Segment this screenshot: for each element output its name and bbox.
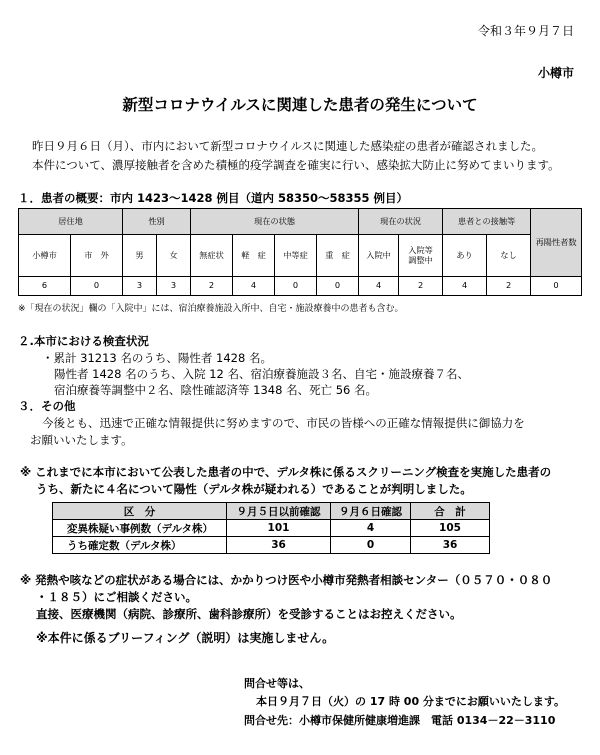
value-yes: 4 (443, 277, 487, 296)
section3-heading: ３．その他 (18, 399, 76, 413)
header-residence: 居住地 (19, 209, 123, 235)
section2-line-3: 宿泊療養等調整中２名、陰性確認済等 1348 名、死亡 56 名。 (54, 383, 378, 397)
sub-adjusting-l2: 調整中 (408, 254, 433, 265)
value-repositive: 0 (531, 277, 582, 296)
section2-line-2: 陽性者 1428 名のうち、入院 12 名、宿泊療養施設３名、自宅・施設療養７名、 (54, 367, 470, 381)
header-contact: 患者との接触等 (443, 209, 531, 235)
value-no: 2 (487, 277, 531, 296)
intro-line-1: 昨日９月６日（月）、市内において新型コロナウイルスに関連した感染症の患者が確認されました。 (32, 139, 544, 153)
delta-note-line-2: うち、新たに４名について陽性（デルタ株が疑われる）であることが判明しました。 (36, 482, 472, 496)
delta-header-category: 区 分 (53, 503, 227, 520)
sub-outside: 市 外 (71, 235, 123, 277)
header-current-status: 現在の状況 (359, 209, 443, 235)
sub-hospitalized: 入院中 (359, 235, 399, 277)
sub-adjusting (399, 235, 443, 277)
header-current-condition: 現在の状態 (191, 209, 359, 235)
contact-line-2: 本日９月７日（火）の 17 時 00 分までにお願いいたします。 (256, 695, 566, 708)
delta-row-label: 変異株疑い事例数（デルタ株） (53, 520, 227, 537)
contact-line-3: 問合せ先：小樽市保健所健康増進課 電話 0134－22－3110 (244, 714, 556, 727)
delta-row-total: 105 (411, 520, 490, 537)
section1-heading: １．患者の概要：市内 1423～1428 例目（道内 58350～58355 例目） (18, 191, 409, 205)
header-sex: 性別 (123, 209, 191, 235)
sub-mild: 軽 症 (233, 235, 275, 277)
sub-adjusting-l1: 入院等 (408, 244, 433, 255)
delta-row-total: 36 (411, 537, 490, 554)
delta-header-total: 合 計 (411, 503, 490, 520)
sub-moderate: 中等症 (275, 235, 317, 277)
sub-yes: あり (443, 235, 487, 277)
value-mild: 4 (233, 277, 275, 296)
symptoms-line-2: ・１８５）にご相談ください。 (36, 590, 197, 604)
sub-asymptomatic: 無症状 (191, 235, 233, 277)
value-otaru: 6 (19, 277, 71, 296)
status-note: ※「現在の状況」欄の「入院中」には、宿泊療養施設入所中、自宅・施設療養中の患者も含む。 (18, 304, 404, 314)
intro-line-2: 本件について、濃厚接触者を含めた積極的疫学調査を確実に行い、感染拡大防止に努めてまいります。 (32, 158, 560, 172)
delta-row-before: 101 (227, 520, 331, 537)
symptoms-line-1: ※ 発熱や咳などの症状がある場合には、かかりつけ医や小樽市発熱者相談センター（０５７０・０８０ (20, 573, 553, 587)
briefing-note: ※本件に係るブリーフィング（説明）は実施しません。 (36, 631, 335, 645)
section2-line-1: ・累計 31213 名のうち、陽性者 1428 名。 (42, 351, 272, 365)
sub-no: なし (487, 235, 531, 277)
delta-header-before: ９月５日以前確認 (227, 503, 331, 520)
value-asymptomatic: 2 (191, 277, 233, 296)
value-hospitalized: 4 (359, 277, 399, 296)
delta-row-sep6: 0 (331, 537, 411, 554)
delta-row-before: 36 (227, 537, 331, 554)
delta-header-sep6: ９月６日確認 (331, 503, 411, 520)
issuer-city: 小樽市 (537, 66, 574, 80)
value-severe: 0 (317, 277, 359, 296)
document-date: 令和３年９月７日 (477, 24, 574, 38)
sub-male: 男 (123, 235, 157, 277)
section3-line-2: お願いいたします。 (30, 433, 133, 447)
patient-summary-table (18, 208, 582, 296)
value-male: 3 (123, 277, 157, 296)
value-female: 3 (157, 277, 191, 296)
symptoms-line-3: 直接、医療機関（病院、診療所、歯科診療所）を受診することはお控えください。 (36, 607, 462, 621)
header-repositive: 再陽性者数 (531, 209, 582, 277)
section3-line-1: 今後とも、迅速で正確な情報提供に努めますので、市民の皆様への正確な情報提供に御協力を (42, 416, 525, 430)
value-adjusting: 2 (399, 277, 443, 296)
page-title: 新型コロナウイルスに関連した患者の発生について (122, 96, 478, 114)
delta-row-label: うち確定数（デルタ株） (53, 537, 227, 554)
delta-note-line-1: ※ これまでに本市において公表した患者の中で、デルタ株に係るスクリーニング検査を実施した患者の (20, 465, 552, 479)
section2-heading: ２.本市における検査状況 (18, 334, 149, 348)
table-row (53, 520, 490, 537)
contact-line-1: 問合せ等は、 (244, 677, 310, 690)
sub-otaru: 小樽市 (19, 235, 71, 277)
sub-female: 女 (157, 235, 191, 277)
sub-severe: 重 症 (317, 235, 359, 277)
delta-row-sep6: 4 (331, 520, 411, 537)
value-outside: 0 (71, 277, 123, 296)
value-moderate: 0 (275, 277, 317, 296)
table-row (53, 537, 490, 554)
delta-variant-table (52, 502, 490, 554)
